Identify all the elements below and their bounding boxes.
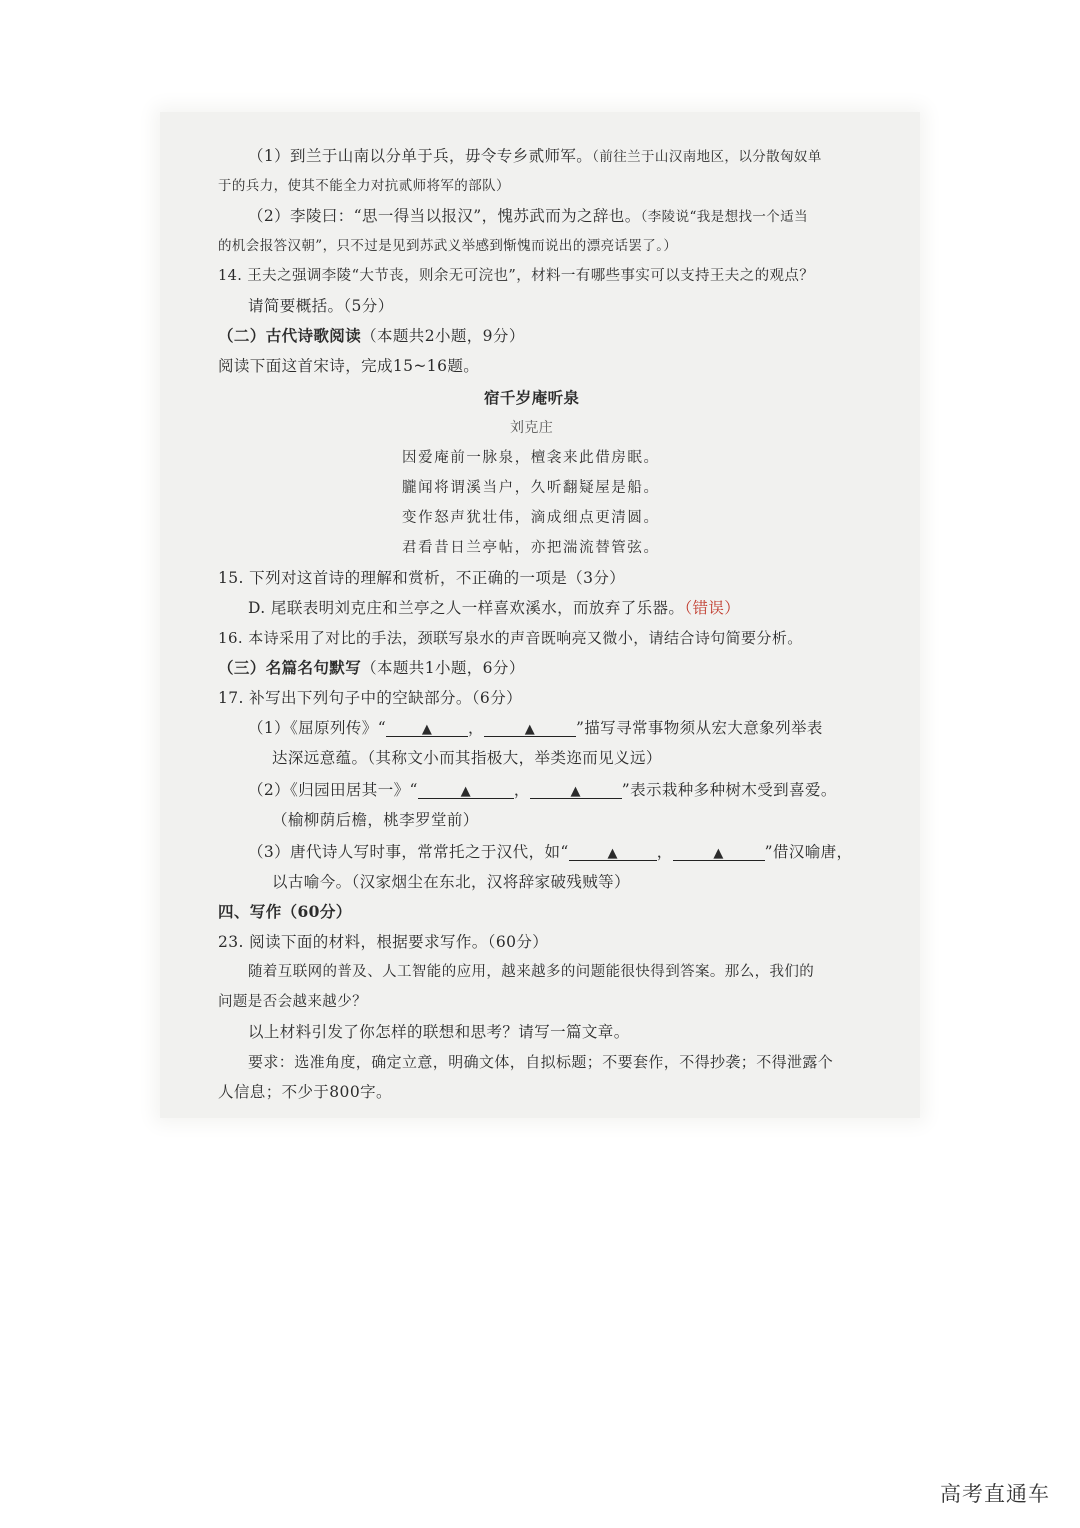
q17-item2-suffix: ”表示栽种多种树木受到喜爱。 (621, 781, 837, 799)
poem-author: 刘克庄 (510, 420, 554, 436)
q17-item3-prefix: （3）唐代诗人写时事，常常托之于汉代，如“ (248, 843, 569, 861)
q23-requirements-line-1: 要求：选准角度，确定立意，明确文体，自拟标题；不要套作，不得抄袭；不得泄露个 (248, 1053, 834, 1071)
q13-item1-cont: 于的兵力，使其不能全力对抗贰师将军的部队） (218, 178, 510, 194)
q17-item1-cont (272, 748, 662, 768)
q13-item1-text: （1）到兰于山南以分单于兵，毋令专乡贰师军。 (248, 147, 593, 165)
q23-prompt: 以上材料引发了你怎样的联想和思考？请写一篇文章。 (248, 1023, 630, 1041)
q17-item2-prefix: （2）《归园田居其一》“ (248, 781, 418, 799)
q17-item2-answer: （榆柳荫后檐，桃李罗堂前） (272, 811, 479, 829)
poem-line-2: 朧闻将谓溪当户，久听翻疑屋是船。 (402, 480, 660, 496)
poem-line-1: 因爱庵前一脉泉，檀衾来此借房眠。 (402, 450, 660, 466)
q13-item1 (248, 146, 822, 167)
q16-stem: 16. 本诗采用了对比的手法，颈联写泉水的声音既响亮又微小，请结合诗句简要分析。 (218, 629, 803, 647)
section3-note: （本题共1小题，6分） (361, 659, 525, 677)
q13-item1-answer: （前往兰于山汉南地区，以分散匈奴单 (592, 149, 822, 165)
separator: ， (468, 719, 484, 737)
poem-line-4: 君看昔日兰亭帖，亦把湍流替管弦。 (402, 540, 660, 556)
section2-intro: 阅读下面这首宋诗，完成15~16题。 (218, 357, 480, 375)
fill-blank (673, 842, 765, 861)
q17-item1-answer: （其称文小而其指极大，举类迩而见义远） (367, 749, 662, 767)
fill-blank (530, 780, 622, 799)
q17-stem: 17. 补写出下列句子中的空缺部分。（6分） (218, 689, 522, 707)
q17-item1-suffix: ”描写寻常事物须从宏大意象列举表 (575, 719, 823, 737)
blank-marker: ▲ (460, 784, 472, 799)
section2-title: （二）古代诗歌阅读 (218, 326, 362, 345)
section4-title: 四、写作（60分） (218, 902, 352, 921)
watermark: 高考直通车 (940, 1482, 1050, 1506)
q17-item3-answer: （汉家烟尘在东北，汉将辞家破残贼等） (351, 873, 630, 891)
q23-stem: 23. 阅读下面的材料，根据要求写作。（60分） (218, 933, 549, 951)
fill-blank (386, 718, 468, 737)
blank-marker: ▲ (607, 846, 618, 861)
q17-item1 (248, 718, 823, 738)
q17-item1-prefix: （1）《屈原列传》“ (248, 719, 387, 737)
section3-title: （三）名篇名句默写 (218, 658, 362, 677)
blank-marker: ▲ (570, 784, 581, 799)
q15-option-d-text: D. 尾联表明刘克庄和兰亭之人一样喜欢溪水，而放弃了乐器。 (248, 599, 685, 617)
q17-item3-cont (272, 872, 630, 892)
q17-item2 (248, 780, 837, 800)
separator: ， (656, 843, 673, 861)
fill-blank (569, 842, 657, 861)
q15-option-d (248, 598, 740, 618)
q13-item2-text: （2）李陵曰：“思一得当以报汉”，愧苏武而为之辞也。 (248, 207, 641, 225)
section2-heading (218, 326, 525, 346)
section2-note: （本题共2小题，9分） (361, 327, 525, 345)
q15-error-mark: （错误） (684, 599, 741, 617)
q23-material-line-1: 随着互联网的普及、人工智能的应用，越来越多的问题能很快得到答案。那么，我们的 (248, 964, 815, 980)
q23-requirements-line-2: 人信息；不少于800字。 (218, 1083, 392, 1101)
q13-item2-answer: （李陵说“我是想找一个适当 (640, 209, 808, 225)
q14-stem-cont: 请简要概括。（5分） (248, 297, 394, 315)
q17-item1-cont-text: 达深远意蕴。 (272, 749, 368, 767)
q13-item2 (248, 206, 808, 227)
q13-item2-cont: 的机会报答汉朝”，只不过是见到苏武义举感到惭愧而说出的漂亮话罢了。） (218, 238, 678, 254)
q23-material-line-2: 问题是否会越来越少？ (218, 994, 367, 1010)
blank-marker: ▲ (524, 722, 536, 737)
q17-item3 (248, 842, 852, 862)
q14-stem: 14. 王夫之强调李陵“大节丧，则余无可浣也”，材料一有哪些事实可以支持王夫之的观点？ (218, 268, 815, 284)
separator: ， (513, 781, 530, 799)
fill-blank (418, 780, 514, 799)
blank-marker: ▲ (421, 722, 433, 737)
q15-stem: 15. 下列对这首诗的理解和赏析，不正确的一项是（3分） (218, 569, 626, 587)
section3-heading (218, 658, 525, 678)
blank-marker: ▲ (713, 846, 724, 861)
poem-title: 宿千岁庵听泉 (484, 388, 580, 407)
poem-line-3: 变作怒声犹壮伟，滴成细点更清圆。 (402, 510, 660, 526)
q17-item3-suffix: ”借汉喻唐， (764, 843, 853, 861)
q17-item3-cont-text: 以古喻今。 (272, 873, 352, 891)
fill-blank (484, 718, 576, 737)
